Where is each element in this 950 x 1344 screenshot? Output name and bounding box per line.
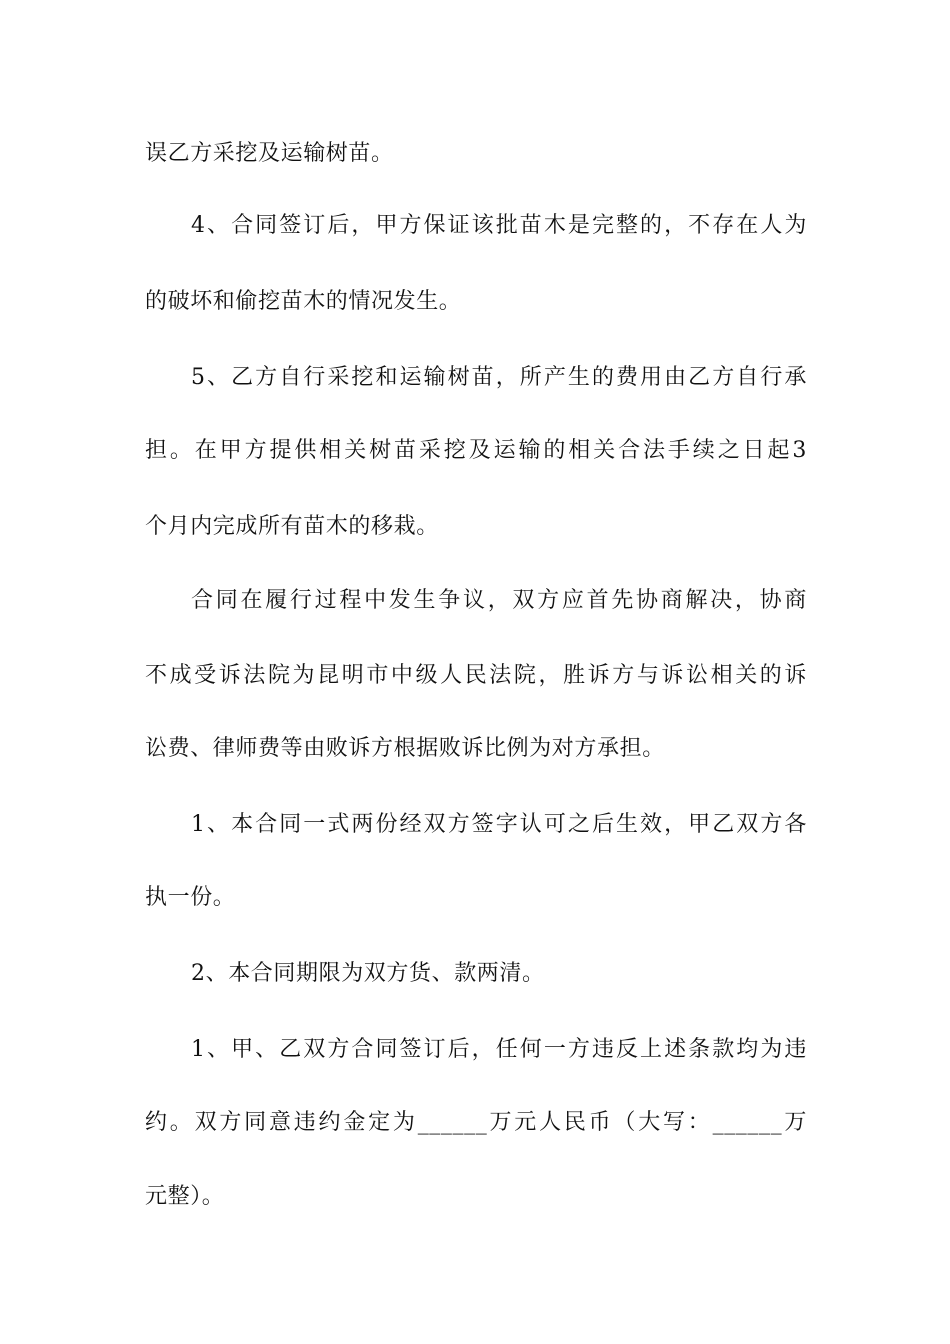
text-line: 2、本合同期限为双方货、款两清。 xyxy=(191,961,545,986)
text-line: 约。双方同意违约金定为______万元人民币（大写：______万 xyxy=(145,1110,807,1135)
text-line: 不成受诉法院为昆明市中级人民法院，胜诉方与诉讼相关的诉 xyxy=(145,663,807,688)
text-line: 元整）。 xyxy=(145,1184,225,1209)
document-page xyxy=(145,0,807,1344)
text-line: 合同在履行过程中发生争议，双方应首先协商解决，协商 xyxy=(191,588,807,613)
text-line: 个月内完成所有苗木的移栽。 xyxy=(145,514,439,539)
text-line: 的破坏和偷挖苗木的情况发生。 xyxy=(145,289,462,314)
text-line: 执一份。 xyxy=(145,885,236,910)
text-line: 1、本合同一式两份经双方签字认可之后生效，甲乙双方各 xyxy=(191,812,807,837)
text-line: 讼费、律师费等由败诉方根据败诉比例为对方承担。 xyxy=(145,736,665,761)
text-line: 4、合同签订后，甲方保证该批苗木是完整的，不存在人为 xyxy=(191,213,807,238)
text-line: 1、甲、乙双方合同签订后，任何一方违反上述条款均为违 xyxy=(191,1037,807,1062)
text-line: 误乙方采挖及运输树苗。 xyxy=(145,141,394,166)
text-line: 5、乙方自行采挖和运输树苗，所产生的费用由乙方自行承 xyxy=(191,365,807,390)
text-line: 担。在甲方提供相关树苗采挖及运输的相关合法手续之日起3 xyxy=(145,438,807,463)
